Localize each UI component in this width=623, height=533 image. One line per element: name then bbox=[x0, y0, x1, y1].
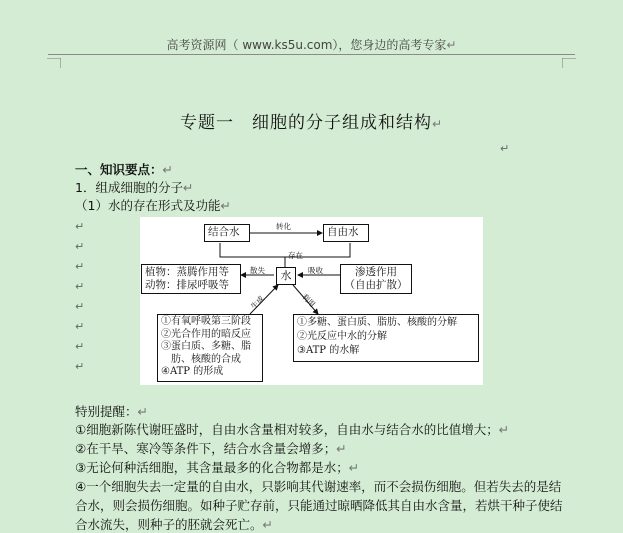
water-generation-box bbox=[157, 314, 263, 382]
corner-mark-top-left bbox=[47, 58, 61, 68]
note-item: ①细胞新陈代谢旺盛时，自由水含量相对较多，自由水与结合水的比值增大；↵ bbox=[75, 422, 510, 437]
page-title: 专题一 细胞的分子组成和结构↵ bbox=[179, 113, 444, 133]
paragraph-mark-icon: ↵ bbox=[75, 360, 85, 373]
convert-label: 转化 bbox=[276, 222, 291, 231]
osmosis-text: 渗透作用 bbox=[355, 266, 397, 278]
paragraph-mark-icon: ↵ bbox=[75, 300, 85, 313]
generation-item: ①有氧呼吸第三阶段 bbox=[161, 316, 251, 327]
water-node: 水 bbox=[276, 267, 296, 285]
paragraph-mark-icon: ↵ bbox=[75, 340, 85, 353]
subsection-heading: 1．组成细胞的分子↵ bbox=[75, 180, 194, 195]
bound-water-box: 结合水 bbox=[204, 224, 250, 242]
notes-heading: 特别提醒：↵ bbox=[75, 404, 148, 419]
paragraph-mark-icon: ↵ bbox=[500, 142, 510, 155]
paragraph-mark-icon: ↵ bbox=[431, 117, 444, 131]
header-rule bbox=[48, 54, 575, 55]
generation-item: ②光合作用的暗反应 bbox=[161, 328, 251, 340]
osmosis-box bbox=[340, 264, 412, 294]
paragraph-mark-icon: ↵ bbox=[446, 38, 457, 52]
water-function-diagram bbox=[140, 217, 483, 385]
note-item: ③无论何种活细胞，其含量最多的化合物都是水；↵ bbox=[75, 460, 360, 475]
sub-subsection-heading: （1）水的存在形式及功能↵ bbox=[75, 198, 231, 213]
absorb-label: 吸收 bbox=[308, 266, 323, 275]
utilization-item: ③ATP 的水解 bbox=[297, 345, 360, 356]
note-item: 合水，则会损伤细胞。如种子贮存前，只能通过晾晒降低其自由水含量，若烘干种子使结 bbox=[75, 498, 563, 513]
paragraph-mark-icon: ↵ bbox=[75, 220, 85, 233]
exists-label: 存在 bbox=[288, 251, 303, 260]
note-item: ②在干旱、寒冷等条件下，结合水含量会增多；↵ bbox=[75, 441, 347, 456]
section-heading: 一、知识要点：↵ bbox=[75, 162, 173, 177]
corner-mark-top-right bbox=[562, 58, 576, 68]
paragraph-mark-icon: ↵ bbox=[75, 260, 85, 273]
transpire-animal-text: 动物：排尿呼吸等 bbox=[145, 279, 229, 291]
transpire-plant-text: 植物：蒸腾作用等 bbox=[145, 266, 229, 278]
diffusion-text: （自由扩散） bbox=[344, 279, 408, 291]
free-water-box: 自由水 bbox=[323, 224, 369, 242]
paragraph-mark-icon: ↵ bbox=[75, 320, 85, 333]
generation-item: ③蛋白质、多糖、脂 bbox=[161, 341, 251, 353]
paragraph-mark-icon: ↵ bbox=[75, 280, 85, 293]
generation-item: 肪、核酸的合成 bbox=[161, 353, 241, 365]
water-loss-box bbox=[141, 264, 241, 294]
utilization-item: ②光反应中水的分解 bbox=[297, 331, 387, 342]
note-item: ④一个细胞失去一定量的自由水，只影响其代谢速率，而不会损伤细胞。但若失去的是结 bbox=[75, 479, 562, 494]
produce-label: 生成 bbox=[249, 294, 266, 311]
note-item: 合水流失，则种子的胚就会死亡。↵ bbox=[75, 517, 273, 532]
lose-label: 散失 bbox=[250, 266, 265, 275]
utilization-item: ①多糖、蛋白质、脂肪、核酸的分解 bbox=[297, 317, 457, 328]
page-header bbox=[0, 36, 623, 53]
generation-item: ④ATP 的形成 bbox=[161, 366, 224, 378]
paragraph-mark-icon: ↵ bbox=[75, 240, 85, 253]
header-text: 高考资源网（ www.ks5u.com），您身边的高考专家 bbox=[166, 38, 447, 52]
water-utilization-box bbox=[293, 314, 479, 362]
utilize-label: 利用 bbox=[300, 292, 317, 309]
